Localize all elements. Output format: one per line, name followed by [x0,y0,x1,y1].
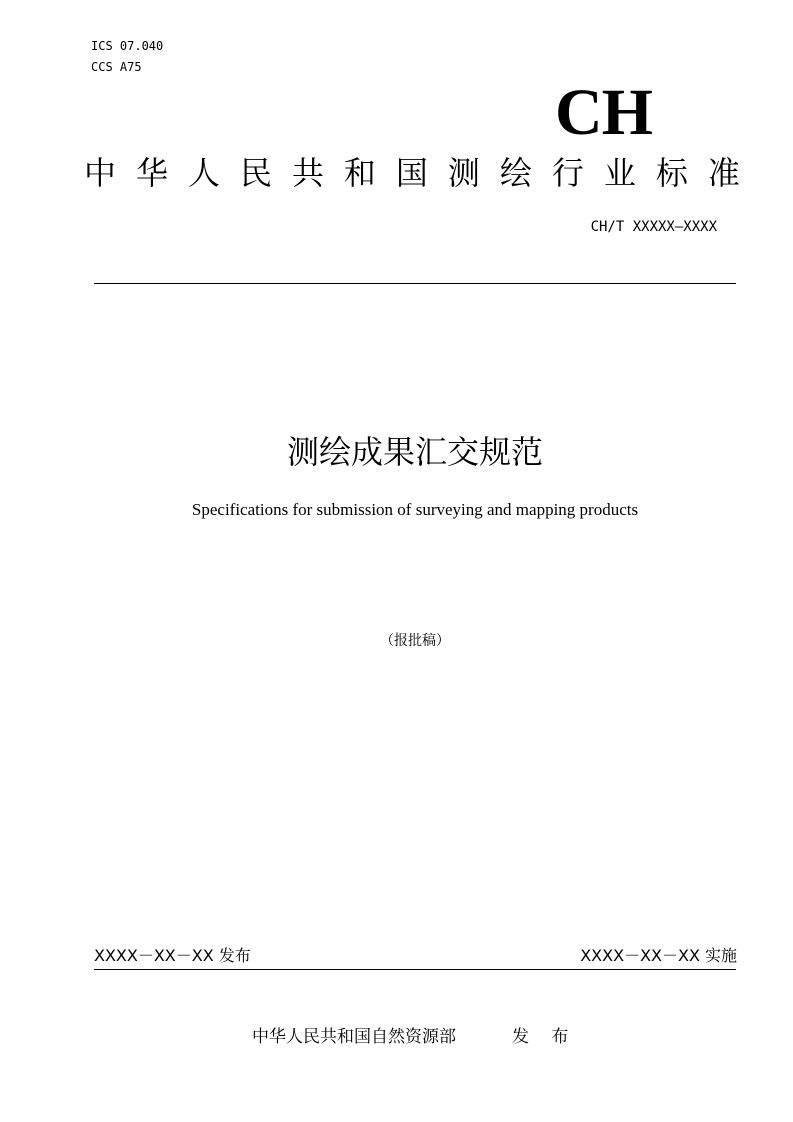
standard-number: CH/T XXXXX—XXXX [590,219,717,235]
document-title-english: Specifications for submission of surveying and mapping products [191,500,639,519]
standard-title-char: 共 [291,154,324,192]
standard-title-char: 业 [603,154,636,192]
header-divider [94,283,736,284]
standard-title-char: 民 [239,154,272,192]
ics-code: ICS 07.040 [91,39,164,53]
standard-title-char: 绘 [499,154,532,192]
implement-date: XXXX－XX－XX 实施 [580,946,737,965]
issue-label: 发 布 [512,1027,577,1047]
standard-title-char: 准 [707,154,740,192]
draft-status: （报批稿） [380,633,450,649]
document-title: 测绘成果汇交规范 [286,433,543,471]
standard-title-char: 国 [395,154,428,192]
standard-title-char: 行 [551,154,584,192]
standard-title-char: 人 [187,154,220,192]
standard-logo: CH [555,76,652,149]
standard-title-char: 标 [655,154,688,192]
standard-category-title [84,148,740,198]
issuing-authority: 中华人民共和国自然资源部 [252,1027,456,1047]
ccs-code: CCS A75 [91,60,142,74]
standard-title-char: 测 [447,154,480,192]
standard-title-char: 华 [135,154,168,192]
publish-date: XXXX－XX－XX 发布 [94,946,251,965]
standard-title-char: 和 [343,154,376,192]
footer-divider [94,969,736,970]
standard-title-char: 中 [84,154,117,192]
